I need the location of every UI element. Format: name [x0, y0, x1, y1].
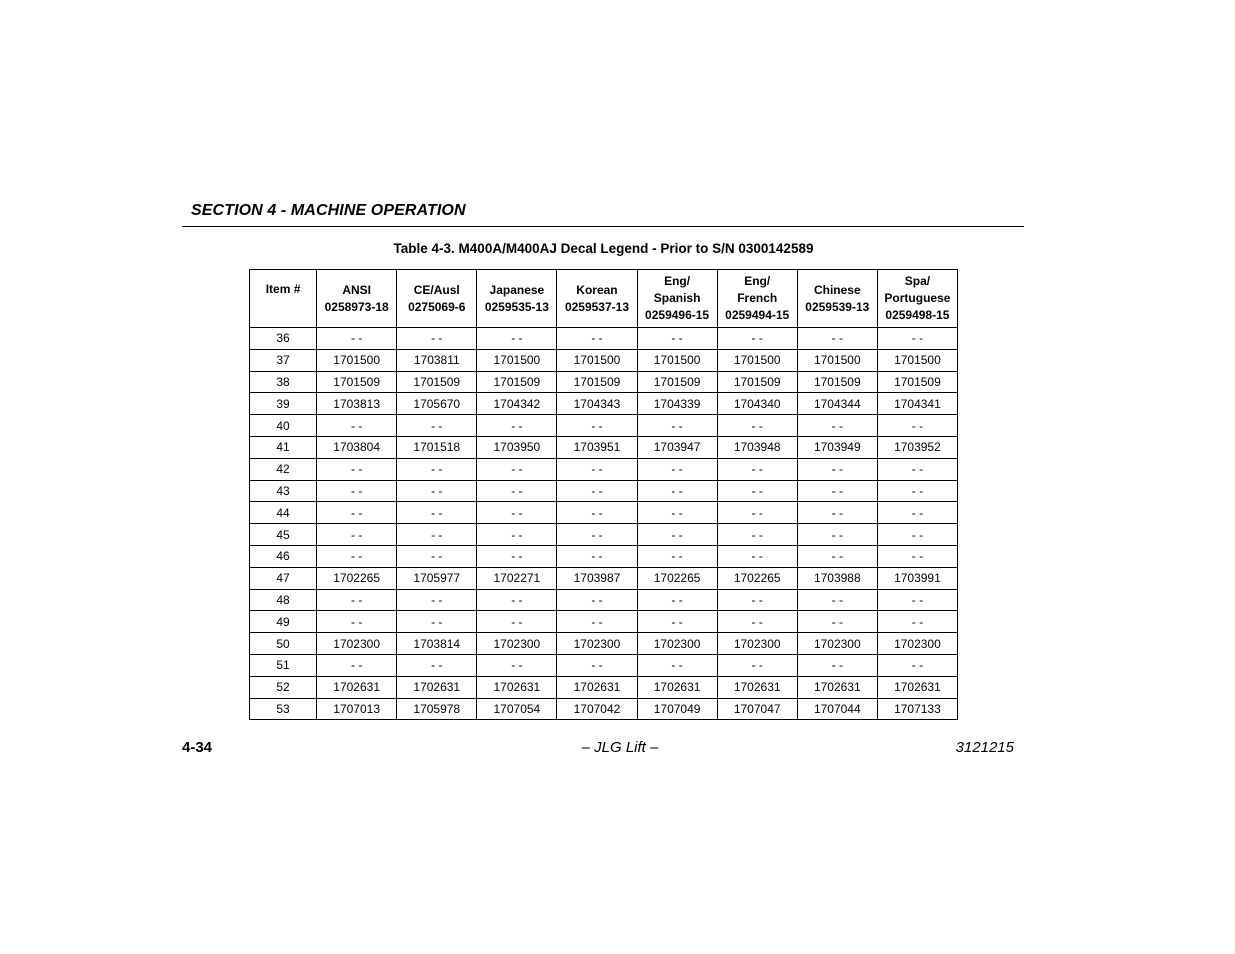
item-number-cell: 40: [250, 415, 317, 437]
table-row: [250, 436, 958, 458]
table-row: [250, 349, 958, 371]
part-number-cell: - -: [717, 654, 797, 676]
part-number-cell: - -: [637, 524, 717, 546]
part-number-cell: - -: [477, 480, 557, 502]
column-header-line: 0259535-13: [484, 299, 549, 314]
table-row: [250, 524, 958, 546]
item-number-cell: 39: [250, 393, 317, 415]
part-number-cell: - -: [397, 611, 477, 633]
part-number-cell: - -: [797, 480, 877, 502]
table-row: [250, 633, 958, 655]
column-header-line: 0259496-15: [645, 308, 710, 322]
part-number-cell: 1707047: [717, 698, 797, 720]
part-number-cell: - -: [717, 480, 797, 502]
part-number-cell: 1704341: [877, 393, 957, 415]
part-number-cell: - -: [877, 545, 957, 567]
part-number-cell: - -: [717, 589, 797, 611]
column-header-line: French: [737, 291, 778, 305]
part-number-cell: 1707013: [317, 698, 397, 720]
column-header-line: 0259494-15: [725, 308, 790, 322]
part-number-cell: - -: [477, 524, 557, 546]
part-number-cell: 1703988: [797, 567, 877, 589]
part-number-cell: 1703813: [317, 393, 397, 415]
part-number-cell: 1701500: [637, 349, 717, 371]
part-number-cell: 1702300: [477, 633, 557, 655]
part-number-cell: - -: [317, 545, 397, 567]
part-number-cell: - -: [717, 328, 797, 350]
part-number-cell: 1703814: [397, 633, 477, 655]
part-number-cell: - -: [397, 589, 477, 611]
item-number-cell: 53: [250, 698, 317, 720]
part-number-cell: - -: [557, 458, 637, 480]
part-number-cell: - -: [797, 328, 877, 350]
part-number-cell: 1707044: [797, 698, 877, 720]
column-header-line: Korean: [576, 282, 618, 297]
part-number-cell: 1702265: [637, 567, 717, 589]
part-number-cell: - -: [397, 502, 477, 524]
part-number-cell: - -: [317, 458, 397, 480]
item-number-cell: 46: [250, 545, 317, 567]
part-number-cell: - -: [557, 480, 637, 502]
part-number-cell: - -: [717, 524, 797, 546]
part-number-cell: - -: [557, 328, 637, 350]
part-number-cell: 1707049: [637, 698, 717, 720]
item-number-cell: 48: [250, 589, 317, 611]
column-header: [317, 270, 397, 328]
table-row: [250, 676, 958, 698]
part-number-cell: 1702300: [877, 633, 957, 655]
part-number-cell: - -: [877, 654, 957, 676]
part-number-cell: - -: [877, 458, 957, 480]
part-number-cell: - -: [557, 589, 637, 611]
column-header-line: 0259539-13: [805, 299, 870, 314]
item-number-cell: 36: [250, 328, 317, 350]
part-number-cell: 1701500: [317, 349, 397, 371]
table-row: [250, 567, 958, 589]
part-number-cell: - -: [717, 611, 797, 633]
part-number-cell: - -: [877, 589, 957, 611]
part-number-cell: 1705978: [397, 698, 477, 720]
part-number-cell: - -: [797, 654, 877, 676]
item-number-cell: 41: [250, 436, 317, 458]
part-number-cell: - -: [637, 545, 717, 567]
part-number-cell: 1703811: [397, 349, 477, 371]
item-number-cell: 50: [250, 633, 317, 655]
part-number-cell: 1701509: [717, 371, 797, 393]
decal-legend-table: [249, 269, 958, 720]
part-number-cell: - -: [637, 415, 717, 437]
part-number-cell: - -: [717, 458, 797, 480]
part-number-cell: - -: [317, 589, 397, 611]
part-number-cell: - -: [477, 328, 557, 350]
item-number-cell: 49: [250, 611, 317, 633]
item-number-cell: 52: [250, 676, 317, 698]
table-row: [250, 458, 958, 480]
part-number-cell: - -: [397, 415, 477, 437]
part-number-cell: 1701509: [477, 371, 557, 393]
part-number-cell: - -: [317, 524, 397, 546]
item-number-cell: 47: [250, 567, 317, 589]
part-number-cell: - -: [797, 415, 877, 437]
table-row: [250, 393, 958, 415]
part-number-cell: 1702631: [717, 676, 797, 698]
part-number-cell: 1705977: [397, 567, 477, 589]
part-number-cell: 1701509: [637, 371, 717, 393]
column-header: [477, 270, 557, 328]
part-number-cell: - -: [317, 611, 397, 633]
part-number-cell: 1701518: [397, 436, 477, 458]
part-number-cell: - -: [317, 328, 397, 350]
part-number-cell: - -: [397, 480, 477, 502]
item-number-cell: 51: [250, 654, 317, 676]
part-number-cell: 1701509: [397, 371, 477, 393]
part-number-cell: - -: [557, 654, 637, 676]
part-number-cell: - -: [877, 415, 957, 437]
part-number-cell: 1707054: [477, 698, 557, 720]
table-row: [250, 480, 958, 502]
column-header-line: CE/Ausl: [413, 282, 460, 297]
part-number-cell: 1703950: [477, 436, 557, 458]
part-number-cell: - -: [317, 654, 397, 676]
column-header-line: Eng/: [664, 274, 691, 288]
part-number-cell: 1701509: [797, 371, 877, 393]
document-number: 3121215: [955, 739, 1014, 756]
column-header: [397, 270, 477, 328]
table-row: [250, 545, 958, 567]
part-number-cell: 1702631: [397, 676, 477, 698]
part-number-cell: 1702631: [477, 676, 557, 698]
part-number-cell: 1701509: [877, 371, 957, 393]
part-number-cell: 1702300: [797, 633, 877, 655]
part-number-cell: - -: [397, 524, 477, 546]
column-header-line: 0259537-13: [564, 299, 629, 314]
part-number-cell: - -: [797, 502, 877, 524]
column-header-line: ANSI: [342, 282, 371, 297]
part-number-cell: - -: [637, 458, 717, 480]
part-number-cell: 1705670: [397, 393, 477, 415]
part-number-cell: - -: [557, 545, 637, 567]
part-number-cell: 1702631: [877, 676, 957, 698]
part-number-cell: 1704343: [557, 393, 637, 415]
part-number-cell: 1703951: [557, 436, 637, 458]
part-number-cell: 1704342: [477, 393, 557, 415]
item-number-cell: 44: [250, 502, 317, 524]
part-number-cell: - -: [317, 502, 397, 524]
part-number-cell: - -: [477, 415, 557, 437]
part-number-cell: - -: [717, 415, 797, 437]
part-number-cell: - -: [797, 545, 877, 567]
part-number-cell: - -: [717, 545, 797, 567]
part-number-cell: 1702300: [717, 633, 797, 655]
part-number-cell: - -: [557, 611, 637, 633]
column-header-line: Chinese: [813, 282, 861, 297]
part-number-cell: 1701500: [797, 349, 877, 371]
part-number-cell: - -: [637, 611, 717, 633]
part-number-cell: - -: [397, 458, 477, 480]
table-row: [250, 654, 958, 676]
part-number-cell: 1703987: [557, 567, 637, 589]
part-number-cell: 1702631: [557, 676, 637, 698]
part-number-cell: 1704339: [637, 393, 717, 415]
table-row: [250, 611, 958, 633]
part-number-cell: - -: [877, 328, 957, 350]
part-number-cell: 1701500: [877, 349, 957, 371]
part-number-cell: - -: [317, 415, 397, 437]
part-number-cell: - -: [877, 480, 957, 502]
table-row: [250, 371, 958, 393]
column-header: [557, 270, 637, 328]
column-header-line: Item #: [265, 282, 301, 296]
part-number-cell: - -: [877, 611, 957, 633]
column-header-line: 0258973-18: [324, 299, 389, 314]
table-row: [250, 502, 958, 524]
item-number-cell: 38: [250, 371, 317, 393]
part-number-cell: 1702271: [477, 567, 557, 589]
part-number-cell: 1707042: [557, 698, 637, 720]
part-number-cell: 1701500: [477, 349, 557, 371]
part-number-cell: - -: [477, 611, 557, 633]
column-header: [797, 270, 877, 328]
part-number-cell: 1704344: [797, 393, 877, 415]
section-header: [182, 200, 1024, 227]
part-number-cell: - -: [477, 458, 557, 480]
publisher-label: – JLG Lift –: [581, 739, 659, 756]
part-number-cell: 1701509: [317, 371, 397, 393]
part-number-cell: 1702265: [717, 567, 797, 589]
part-number-cell: 1707133: [877, 698, 957, 720]
part-number-cell: 1703804: [317, 436, 397, 458]
item-number-cell: 42: [250, 458, 317, 480]
part-number-cell: 1703949: [797, 436, 877, 458]
part-number-cell: 1702265: [317, 567, 397, 589]
column-header: [637, 270, 717, 328]
part-number-cell: - -: [477, 545, 557, 567]
part-number-cell: - -: [557, 524, 637, 546]
part-number-cell: - -: [877, 502, 957, 524]
part-number-cell: 1703947: [637, 436, 717, 458]
part-number-cell: - -: [557, 502, 637, 524]
part-number-cell: - -: [397, 328, 477, 350]
part-number-cell: - -: [317, 480, 397, 502]
part-number-cell: 1703948: [717, 436, 797, 458]
part-number-cell: - -: [637, 654, 717, 676]
part-number-cell: - -: [557, 415, 637, 437]
part-number-cell: 1704340: [717, 393, 797, 415]
table-row: [250, 415, 958, 437]
part-number-cell: - -: [797, 524, 877, 546]
part-number-cell: - -: [637, 589, 717, 611]
column-header-line: 0259498-15: [885, 308, 950, 322]
table-row: [250, 328, 958, 350]
part-number-cell: 1702300: [317, 633, 397, 655]
part-number-cell: 1701500: [717, 349, 797, 371]
column-header-line: Spa/: [904, 274, 931, 288]
table-header-row: [250, 270, 958, 328]
part-number-cell: - -: [797, 611, 877, 633]
table-row: [250, 698, 958, 720]
table-caption: Table 4-3. M400A/M400AJ Decal Legend - Prior to S/N 0300142589: [393, 241, 814, 256]
part-number-cell: 1702300: [637, 633, 717, 655]
part-number-cell: - -: [477, 654, 557, 676]
column-header-line: Spanish: [653, 291, 701, 305]
column-header-line: Portuguese: [884, 291, 951, 305]
part-number-cell: 1702300: [557, 633, 637, 655]
part-number-cell: 1702631: [637, 676, 717, 698]
part-number-cell: - -: [717, 502, 797, 524]
part-number-cell: - -: [397, 654, 477, 676]
part-number-cell: 1703991: [877, 567, 957, 589]
part-number-cell: - -: [797, 589, 877, 611]
table-body: [250, 328, 958, 720]
section-title: SECTION 4 - MACHINE OPERATION: [191, 202, 466, 219]
part-number-cell: - -: [397, 545, 477, 567]
part-number-cell: 1701500: [557, 349, 637, 371]
part-number-cell: 1701509: [557, 371, 637, 393]
part-number-cell: - -: [877, 524, 957, 546]
column-header-line: 0275069-6: [408, 299, 466, 314]
part-number-cell: 1702631: [797, 676, 877, 698]
part-number-cell: 1702631: [317, 676, 397, 698]
column-header: [877, 270, 957, 328]
part-number-cell: - -: [637, 502, 717, 524]
column-header-line: Japanese: [489, 282, 545, 297]
item-number-cell: 45: [250, 524, 317, 546]
column-header-line: Eng/: [744, 274, 771, 288]
column-header: [717, 270, 797, 328]
item-number-cell: 37: [250, 349, 317, 371]
page-number: 4-34: [182, 739, 213, 756]
part-number-cell: 1703952: [877, 436, 957, 458]
part-number-cell: - -: [637, 480, 717, 502]
item-number-cell: 43: [250, 480, 317, 502]
part-number-cell: - -: [477, 502, 557, 524]
part-number-cell: - -: [477, 589, 557, 611]
column-header: [250, 270, 317, 328]
part-number-cell: - -: [637, 328, 717, 350]
part-number-cell: - -: [797, 458, 877, 480]
table-row: [250, 589, 958, 611]
